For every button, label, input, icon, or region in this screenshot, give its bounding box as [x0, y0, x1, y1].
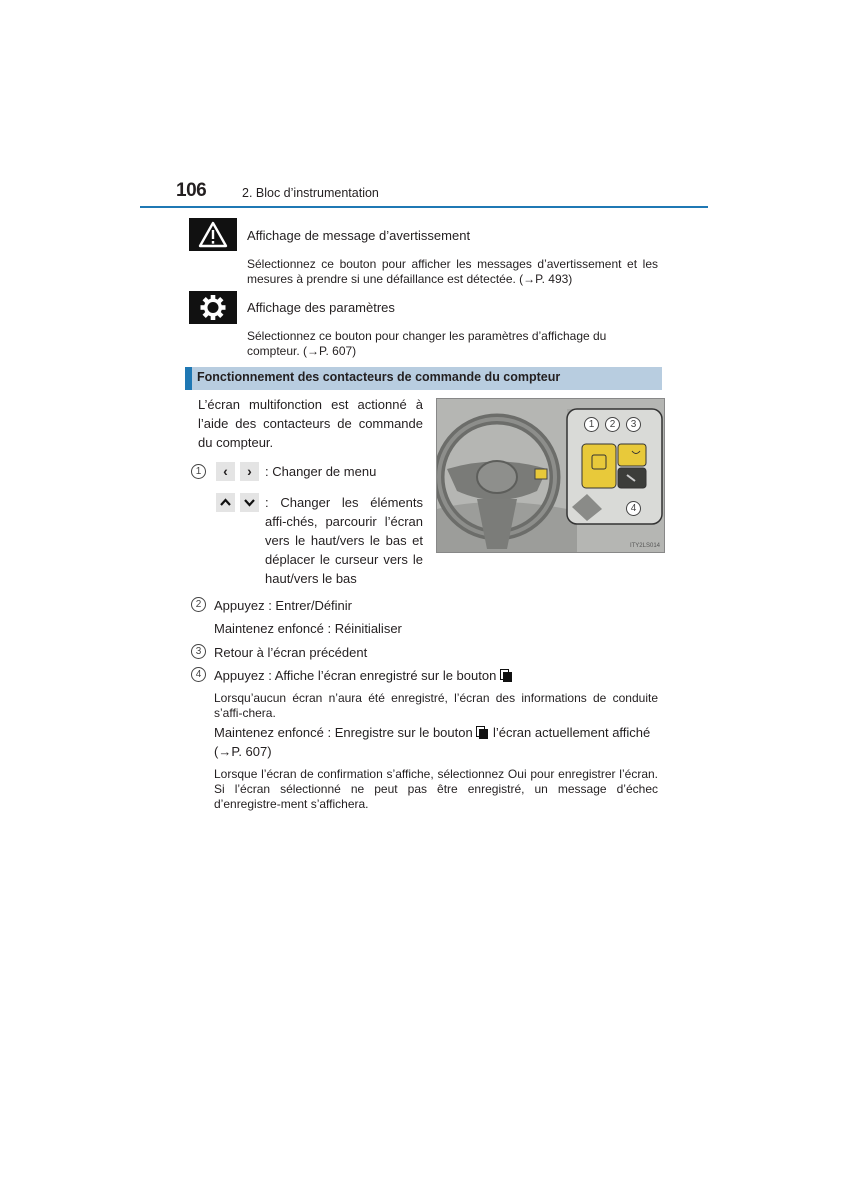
- section-intro: L’écran multifonction est actionné à l’aide des contacteurs de commande du compteur.: [198, 397, 423, 450]
- callout-2: 2: [605, 417, 620, 432]
- copy-screen-icon: [476, 726, 489, 739]
- step-4-text: Appuyez : Affiche l’écran enregistré sur le bouton: [214, 668, 497, 683]
- section-title: Fonctionnement des contacteurs de commande du compteur: [197, 370, 561, 384]
- right-arrow-icon: ›: [240, 462, 259, 481]
- step-4-hold-text-a: Maintenez enfoncé : Enregistre sur le bouton: [214, 725, 473, 740]
- section-heading: [185, 367, 662, 390]
- warning-display-description: Sélectionnez ce bouton pour afficher les messages d’avertissement et les mesures à prendre si une défaillance est détectée. (→P. 493): [247, 257, 658, 286]
- settings-display-title: Affichage des paramètres: [247, 300, 395, 315]
- image-code: ITY2LS014: [629, 543, 660, 549]
- section-accent: [185, 367, 192, 390]
- callout-4: 4: [626, 501, 641, 516]
- callout-3: 3: [626, 417, 641, 432]
- step-3-marker: 3: [191, 644, 206, 659]
- step-4-note-2: Lorsque l’écran de confirmation s’affiche, sélectionnez Oui pour enregistrer l’écran. Si l’écran sélectionné ne peut pas être enregistré, un message d’échec d’enregistre-ment s’affichera.: [214, 767, 658, 811]
- callout-1: 1: [584, 417, 599, 432]
- settings-display-description: Sélectionnez ce bouton pour changer les paramètres d’affichage du compteur. (→P. 607): [247, 329, 607, 358]
- chapter-title: 2. Bloc d’instrumentation: [242, 186, 379, 200]
- step-4-hold-text-b: l’écran actuellement affiché: [492, 725, 651, 740]
- page-number: 106: [176, 180, 207, 201]
- warning-triangle-icon: [189, 218, 237, 251]
- step-2-text: Appuyez : Entrer/Définir: [214, 598, 353, 613]
- steering-wheel-illustration: [436, 398, 665, 553]
- step-3-text: Retour à l’écran précédent: [214, 645, 368, 660]
- header-rule: [140, 206, 708, 208]
- step-2-marker: 2: [191, 597, 206, 612]
- step-4-note-1: Lorsqu’aucun écran n’aura été enregistré, l’écran des informations de conduite s’affi-chera.: [214, 691, 658, 720]
- left-arrow-icon: ‹: [216, 462, 235, 481]
- step-4-marker: 4: [191, 667, 206, 682]
- step-1-left-right-text: : Changer de menu: [265, 464, 377, 479]
- step-1-marker: 1: [191, 464, 206, 479]
- step-1-up-down-text: : Changer les éléments affi-chés, parcourir l’écran vers le haut/vers le bas et déplacer le curseur vers le haut/vers le bas: [265, 495, 423, 586]
- up-arrow-icon: [216, 493, 235, 512]
- down-arrow-icon: [240, 493, 259, 512]
- step-2-hold-text: Maintenez enfoncé : Réinitialiser: [214, 621, 402, 636]
- warning-display-title: Affichage de message d’avertissement: [247, 228, 471, 243]
- step-4-line: [214, 666, 513, 685]
- step-4-reference: (→P. 607): [214, 744, 272, 759]
- step-4-hold-line: [214, 723, 650, 742]
- gear-icon: [189, 291, 237, 324]
- copy-screen-icon: [500, 669, 513, 682]
